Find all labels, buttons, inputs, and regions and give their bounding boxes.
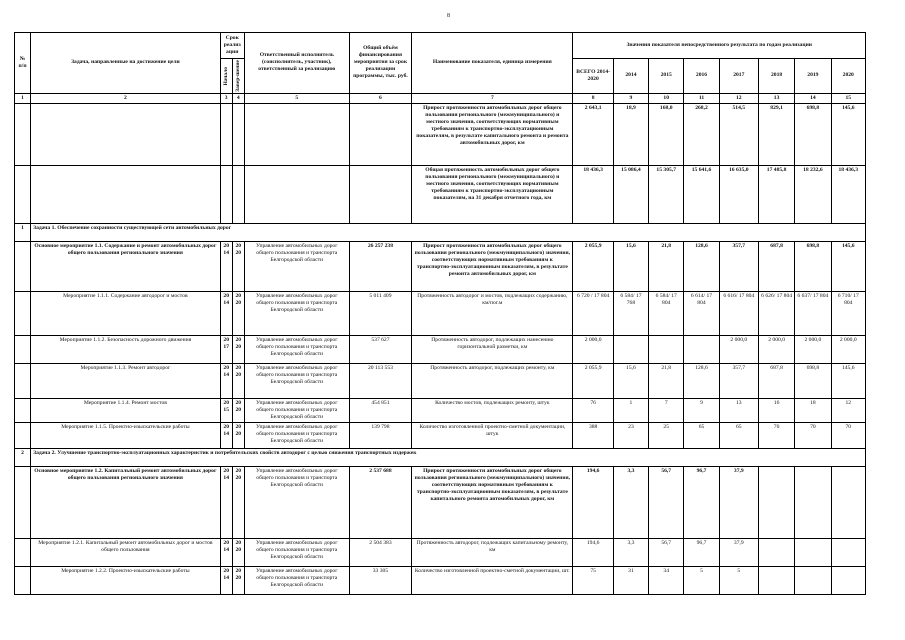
executor: Управление автомобильных дорог общего пользования и транспорта Белгородской области [244,363,349,398]
indicator-value-cell: 2 055,9 [573,363,613,398]
column-index: 1 [15,93,31,103]
indicator-value-cell: 70 [758,422,794,448]
activity-row [15,566,866,594]
activity-row [15,422,866,448]
budget: 5 011 409 [349,291,412,335]
executor: Управление автомобильных дорог общего пользования и транспорта Белгородской области [244,335,349,363]
empty-cell [15,103,31,165]
indicator-value-cell: 168,0 [649,103,684,165]
start-year: 2014 [220,538,232,566]
empty-cell [15,566,31,594]
header-year: 2014 [613,59,648,94]
header-year: 2016 [684,59,719,94]
indicator-value-cell: 2 000,0 [719,335,758,363]
header-year: 2020 [831,59,865,94]
activity-name: Основное мероприятие 1.2. Капитальный ремонт автомобильных дорог общего пользования регионального значения [31,466,221,538]
indicator-value-cell: 6 614/ 17 804 [684,291,719,335]
indicator-cell: Прирост протяженности автомобильных дорог общего пользования регионального (межмуниципального) значения, соответствующих нормативным требованиям к транспортно-эксплуатационным показателям, в результате капитального ремонта автомобильных дорог, км [412,466,573,538]
activity-name: Основное мероприятие 1.1. Содержание и ремонт автомобильных дорог общего пользования регионального значения [31,241,221,291]
budget: 139 798 [349,422,412,448]
indicator-value-cell [795,566,831,594]
indicator-value-cell: 2 643,1 [573,103,613,165]
header-num: № п/п [15,33,31,94]
executor: Управление автомобильных дорог общего пользования и транспорта Белгородской области [244,422,349,448]
indicator-value-cell: 25 [649,422,684,448]
indicator-value-cell: 3,3 [613,466,648,538]
activity-row [15,466,866,538]
indicator-value-cell: 194,6 [573,538,613,566]
indicator-value-cell: 75 [573,566,613,594]
indicator-value-cell: 6 626/ 17 804 [758,291,794,335]
header-total: ВСЕГО 2014-2020 [573,59,613,94]
end-year: 2020 [232,422,244,448]
end-year: 2020 [232,566,244,594]
activity-row [15,538,866,566]
indicator-value-cell: 34 [649,566,684,594]
indicator-value-cell: 194,6 [573,466,613,538]
header-executor: Ответственный исполнитель (соисполнитель, участник), ответственный за реализацию [244,33,349,94]
empty-cell [15,363,31,398]
column-index: 9 [613,93,648,103]
indicator-value-cell [649,335,684,363]
indicator-value-cell: 687,8 [758,363,794,398]
indicator-value-cell: 3,3 [613,538,648,566]
indicator-value-cell: 65 [719,422,758,448]
empty-cell [15,165,31,223]
indicator-value-cell: 829,1 [758,103,794,165]
indicator-value-cell: 128,6 [684,363,719,398]
indicator-value-cell: 17 485,8 [758,165,794,223]
indicator-value-cell [831,566,865,594]
column-index: 15 [831,93,865,103]
executor: Управление автомобильных дорог общего пользования и транспорта Белгородской области [244,466,349,538]
indicator-value-cell: 15 305,7 [649,165,684,223]
table-row [15,103,866,165]
indicator-value-cell [758,538,794,566]
activity-name: Мероприятие 1.1.5. Проектно-изыскательские работы [31,422,221,448]
budget: 2 504 383 [349,538,412,566]
empty-cell [15,538,31,566]
activity-name: Мероприятие 1.2.1. Капитальный ремонт автомобильных дорог и мостов общего пользования [31,538,221,566]
indicator-value-cell: 56,7 [649,538,684,566]
indicator-value-cell: 2 000,0 [758,335,794,363]
indicator-value-cell: 145,6 [831,241,865,291]
indicator-value-cell [795,538,831,566]
indicator-value-cell: 1 [613,398,648,422]
indicator-value-cell: 21,8 [649,363,684,398]
activity-row [15,291,866,335]
task-header-row [15,223,866,241]
executor: Управление автомобильных дорог общего пользования и транспорта Белгородской области [244,566,349,594]
program-table [14,32,866,595]
indicator-value-cell: 96,7 [684,538,719,566]
indicator-value-cell [758,566,794,594]
activity-name: Мероприятие 1.1.3. Ремонт автодорог [31,363,221,398]
task-title: Задача 2. Улучшение транспортно-эксплуатационных характеристик и потребительских свойств автодорог с целью снижения транспортных издержек [31,448,866,466]
indicator-value-cell: 18 436,3 [573,165,613,223]
activity-name: Мероприятие 1.1.2. Безопасность дорожного движения [31,335,221,363]
end-year: 2020 [232,538,244,566]
indicator-value-cell: 357,7 [719,241,758,291]
indicator-value-cell: 9 [684,398,719,422]
activity-row [15,398,866,422]
indicator-value-cell: 23 [613,422,648,448]
empty-cell [349,103,412,165]
start-year: 2014 [220,363,232,398]
indicator-value-cell: 6 710/ 17 804 [831,291,865,335]
indicator-value-cell: 76 [573,398,613,422]
indicator-value-cell: 145,6 [831,363,865,398]
indicator-value-cell: 388 [573,422,613,448]
indicator-value-cell: 16 635,0 [719,165,758,223]
activity-name: Мероприятие 1.1.1. Содержание автодорог и мостов [31,291,221,335]
indicator-value-cell: 357,7 [719,363,758,398]
executor: Управление автомобильных дорог общего пользования и транспорта Белгородской области [244,241,349,291]
executor: Управление автомобильных дорог общего пользования и транспорта Белгородской области [244,291,349,335]
activity-row [15,241,866,291]
column-index: 4 [232,93,244,103]
indicator-value-cell: 18,9 [613,103,648,165]
budget: 2 537 688 [349,466,412,538]
indicator-value-cell: 12 [831,398,865,422]
table-row [15,165,866,223]
start-year: 2014 [220,291,232,335]
header-start: Начало [220,59,232,94]
empty-cell [31,103,221,165]
empty-cell [244,103,349,165]
indicator-cell: Количество изготовленной проектно-сметной документации, шт. [412,566,573,594]
empty-cell [349,165,412,223]
activity-row [15,363,866,398]
indicator-cell: Протяженность автодорог, подлежащих капитальному ремонту, км [412,538,573,566]
column-index: 7 [412,93,573,103]
indicator-value-cell [795,466,831,538]
column-index: 13 [758,93,794,103]
indicator-value-cell: 5 [684,566,719,594]
column-index: 8 [573,93,613,103]
page-number: 8 [447,13,450,19]
indicator-value-cell: 6 637/ 17 804 [795,291,831,335]
end-year: 2020 [232,335,244,363]
indicator-cell: Общая протяженность автомобильных дорог общего пользования регионального (межмуниципального) и местного значения, соответствующих нормативным требованиям к транспортно-эксплуатационным показателям, на 31 декабря отчетного года, км [412,165,573,223]
start-year: 2014 [220,466,232,538]
indicator-cell: Количество мостов, подлежащих ремонту, штук [412,398,573,422]
empty-cell [220,103,232,165]
indicator-value-cell: 15,6 [613,241,648,291]
table-body [15,103,866,594]
header-indicator: Наименование показателя, единица измерения [412,33,573,94]
end-year: 2020 [232,291,244,335]
activity-name: Мероприятие 1.1.4. Ремонт мостов [31,398,221,422]
indicator-value-cell: 6 720 / 17 804 [573,291,613,335]
indicator-value-cell: 698,8 [795,241,831,291]
indicator-value-cell: 16 [758,398,794,422]
column-index: 14 [795,93,831,103]
header-values-group: Значения показателя непосредственного результата по годам реализации [573,33,866,59]
indicator-value-cell: 15,6 [613,363,648,398]
column-index: 10 [649,93,684,103]
indicator-value-cell [831,538,865,566]
indicator-value-cell: 18 232,6 [795,165,831,223]
header-end: Завер-шение [232,59,244,94]
activity-name: Мероприятие 1.2.2. Проектно-изыскательские работы [31,566,221,594]
indicator-value-cell: 514,5 [719,103,758,165]
task-number: 1 [15,223,31,241]
empty-cell [15,291,31,335]
empty-cell [232,165,244,223]
indicator-cell: Протяженность автодорог, подлежащих нанесению горизонтальной разметки, км [412,335,573,363]
indicator-value-cell: 687,8 [758,241,794,291]
header-year: 2015 [649,59,684,94]
indicator-value-cell: 18 436,3 [831,165,865,223]
indicator-cell: Протяженность автодорог, подлежащих ремонту, км [412,363,573,398]
indicator-value-cell: 6 584/ 17 804 [649,291,684,335]
empty-cell [31,165,221,223]
empty-cell [15,422,31,448]
start-year: 2015 [220,398,232,422]
empty-cell [15,335,31,363]
indicator-value-cell: 2 000,0 [831,335,865,363]
header-year: 2018 [758,59,794,94]
indicator-value-cell: 56,7 [649,466,684,538]
indicator-value-cell: 6 616/ 17 804 [719,291,758,335]
indicator-value-cell: 2 000,0 [573,335,613,363]
budget: 454 851 [349,398,412,422]
header-budget: Общий объём финансирования мероприятия за срок реализации программы, тыс. руб. [349,33,412,94]
end-year: 2020 [232,241,244,291]
indicator-value-cell: 70 [831,422,865,448]
budget: 20 113 553 [349,363,412,398]
end-year: 2020 [232,363,244,398]
indicator-value-cell: 268,2 [684,103,719,165]
indicator-value-cell: 698,8 [795,363,831,398]
column-index: 6 [349,93,412,103]
column-index: 2 [31,93,221,103]
task-header-row [15,448,866,466]
indicator-value-cell: 6 584/ 17 768 [613,291,648,335]
indicator-value-cell: 21,8 [649,241,684,291]
indicator-value-cell: 15 086,4 [613,165,648,223]
header-year: 2017 [719,59,758,94]
indicator-value-cell: 7 [649,398,684,422]
end-year: 2020 [232,398,244,422]
indicator-value-cell: 13 [719,398,758,422]
start-year: 2014 [220,422,232,448]
indicator-cell: Протяженность автодорог и мостов, подлежащих содержанию, км/пог.м [412,291,573,335]
indicator-value-cell: 18 [795,398,831,422]
indicator-cell: Прирост протяженности автомобильных дорог общего пользования регионального (межмуниципального) значения, соответствующих нормативным требованиям к транспортно-эксплуатационным показателям, в результате ремонта автомобильных дорог, км [412,241,573,291]
activity-row [15,335,866,363]
executor: Управление автомобильных дорог общего пользования и транспорта Белгородской области [244,398,349,422]
column-index: 12 [719,93,758,103]
start-year: 2014 [220,566,232,594]
header-year: 2019 [795,59,831,94]
header-task: Задача, направленные на достижение цели [31,33,221,94]
empty-cell [232,103,244,165]
column-index: 11 [684,93,719,103]
column-index-row [15,93,866,103]
indicator-value-cell [831,466,865,538]
empty-cell [15,398,31,422]
indicator-value-cell: 2 000,0 [795,335,831,363]
task-number: 2 [15,448,31,466]
budget: 26 257 238 [349,241,412,291]
empty-cell [15,241,31,291]
empty-cell [244,165,349,223]
indicator-value-cell: 70 [795,422,831,448]
budget: 33 305 [349,566,412,594]
indicator-cell: Прирост протяженности автомобильных дорог общего пользования регионального (межмуниципального) и местного значения, соответствующих нормативным требованиям к транспортно-эксплуатационным показателям, в результате капитального ремонта и ремонта автомобильных дорог, км [412,103,573,165]
indicator-value-cell: 31 [613,566,648,594]
indicator-cell: Количество изготовленной проектно-сметной документации, штук [412,422,573,448]
empty-cell [220,165,232,223]
column-index: 5 [244,93,349,103]
indicator-value-cell: 65 [684,422,719,448]
column-index: 3 [220,93,232,103]
start-year: 2014 [220,241,232,291]
indicator-value-cell: 37,9 [719,466,758,538]
budget: 537 627 [349,335,412,363]
empty-cell [15,466,31,538]
indicator-value-cell: 96,7 [684,466,719,538]
indicator-value-cell [684,335,719,363]
indicator-value-cell: 698,8 [795,103,831,165]
executor: Управление автомобильных дорог общего пользования и транспорта Белгородской области [244,538,349,566]
indicator-value-cell [758,466,794,538]
indicator-value-cell: 15 641,6 [684,165,719,223]
end-year: 2020 [232,466,244,538]
indicator-value-cell: 145,6 [831,103,865,165]
indicator-value-cell: 5 [719,566,758,594]
indicator-value-cell [613,335,648,363]
indicator-value-cell: 37,9 [719,538,758,566]
indicator-value-cell: 2 055,9 [573,241,613,291]
task-title: Задача 1. Обеспечение сохранности существующей сети автомобильных дорог [31,223,866,241]
indicator-value-cell: 128,6 [684,241,719,291]
header-term: Срок реализации [220,33,244,59]
start-year: 2017 [220,335,232,363]
